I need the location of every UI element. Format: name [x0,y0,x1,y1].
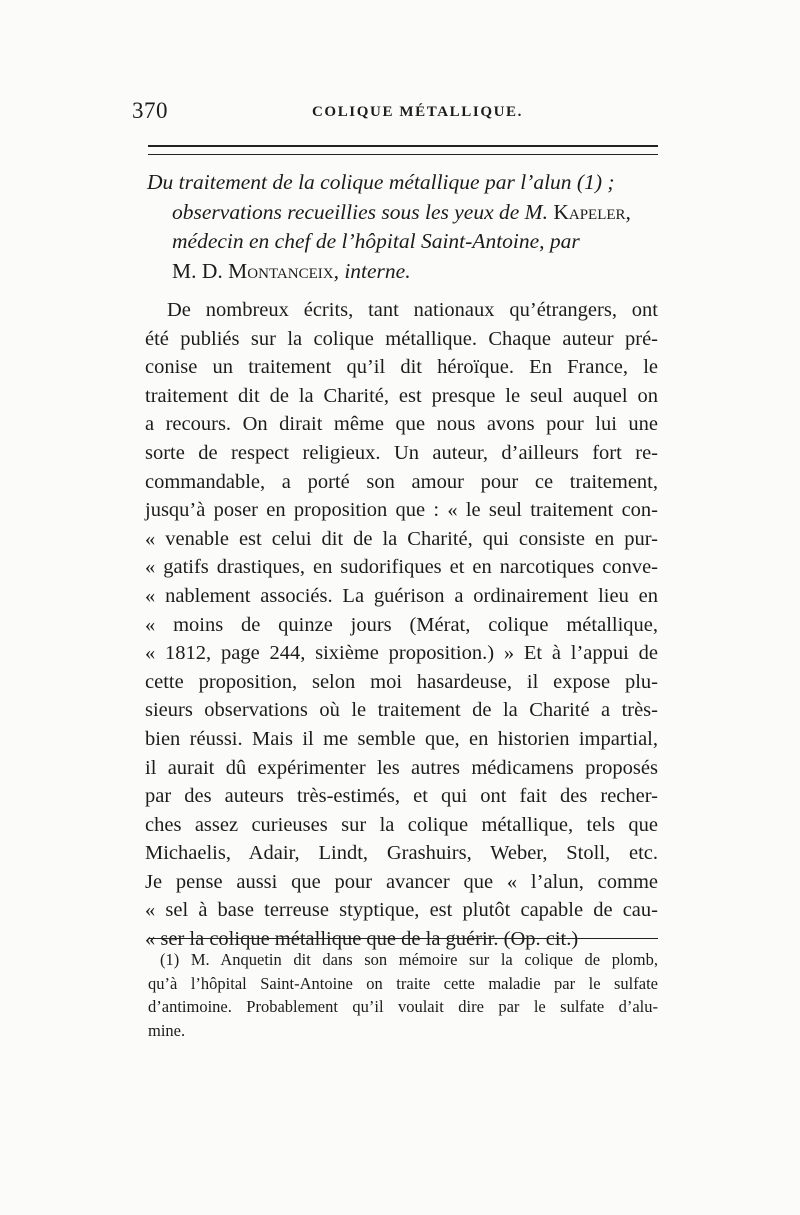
author-name: Montanceix [228,258,334,283]
text-line: « gatifs drastiques, en sudorifiques et en narcotiques conve- [145,556,658,579]
text-line: « nablement associés. La guérison a ordinairement lieu en [145,584,658,607]
text-line: cette proposition, selon moi hasardeuse, il expose plu- [145,670,658,693]
page-number: 370 [132,98,168,123]
heading-line [147,257,661,287]
heading-text: , [625,199,631,224]
text-line: « sel à base terreuse styptique, est plutôt capable de cau- [145,899,658,922]
heading-line: médecin en chef de l’hôpital Saint-Antoine, par [172,229,580,253]
text-line: Michaelis, Adair, Lindt, Grashuirs, Weber, Stoll, etc. [145,842,658,865]
heading-text: observations recueillies sous les yeux de M. [172,199,548,224]
footnote-line: (1) M. Anquetin dit dans son mémoire sur la colique de plomb, [160,950,658,969]
text-line: été publiés sur la colique métallique. Chaque auteur pré- [145,327,658,350]
text-line: « 1812, page 244, sixième proposition.) » Et à l’appui de [145,642,658,665]
running-title: COLIQUE MÉTALLIQUE. [312,104,523,120]
footnote-line: mine. [148,1020,186,1040]
article-heading [147,168,661,286]
text-line: par des auteurs très-estimés, et qui ont fait des recher- [145,785,658,808]
text-line: Je pense aussi que pour avancer que « l’alun, comme [145,870,658,893]
text-line: « moins de quinze jours (Mérat, colique métallique, [145,613,658,636]
body-paragraph [145,296,658,954]
author-name: Kapeler [553,199,626,224]
footnote [148,948,658,1042]
text-line: sieurs observations où le traitement de la Charité a très- [145,699,658,722]
heading-text: M. D. [172,258,223,283]
text-line: conise un traitement qu’il dit héroïque. En France, le [145,356,658,379]
heading-line: Du traitement de la colique métallique par l’alun (1) ; [147,170,615,194]
text-line: « ser la colique métallique que de la guérir. (Op. cit.) [145,928,579,951]
text-line: « venable est celui dit de la Charité, qui consiste en pur- [145,527,658,550]
running-head [130,98,660,128]
text-line: jusqu’à poser en proposition que : « le seul traitement con- [145,499,658,522]
text-line: bien réussi. Mais il me semble que, en historien impartial, [145,727,658,750]
text-line: traitement dit de la Charité, est presque le seul auquel on [145,384,658,407]
footnote-rule [148,938,658,939]
heading-text: , interne. [333,258,411,283]
text-line: commandable, a porté son amour pour ce traitement, [145,470,658,493]
footnote-line: qu’à l’hôpital Saint-Antoine on traite cette maladie par le sulfate [148,973,658,993]
text-line: il aurait dû expérimenter les autres médicamens proposés [145,756,658,779]
text-line: ches assez curieuses sur la colique métallique, tels que [145,813,658,836]
text-line: De nombreux écrits, tant nationaux qu’étrangers, ont [167,299,658,321]
footnote-line: d’antimoine. Probablement qu’il voulait dire par le sulfate d’alu- [148,997,658,1016]
header-double-rule [148,145,658,155]
text-line: a recours. On dirait même que nous avons pour lui une [145,413,658,436]
heading-line [147,198,661,228]
text-line: sorte de respect religieux. Un auteur, d’ailleurs fort re- [145,441,658,464]
